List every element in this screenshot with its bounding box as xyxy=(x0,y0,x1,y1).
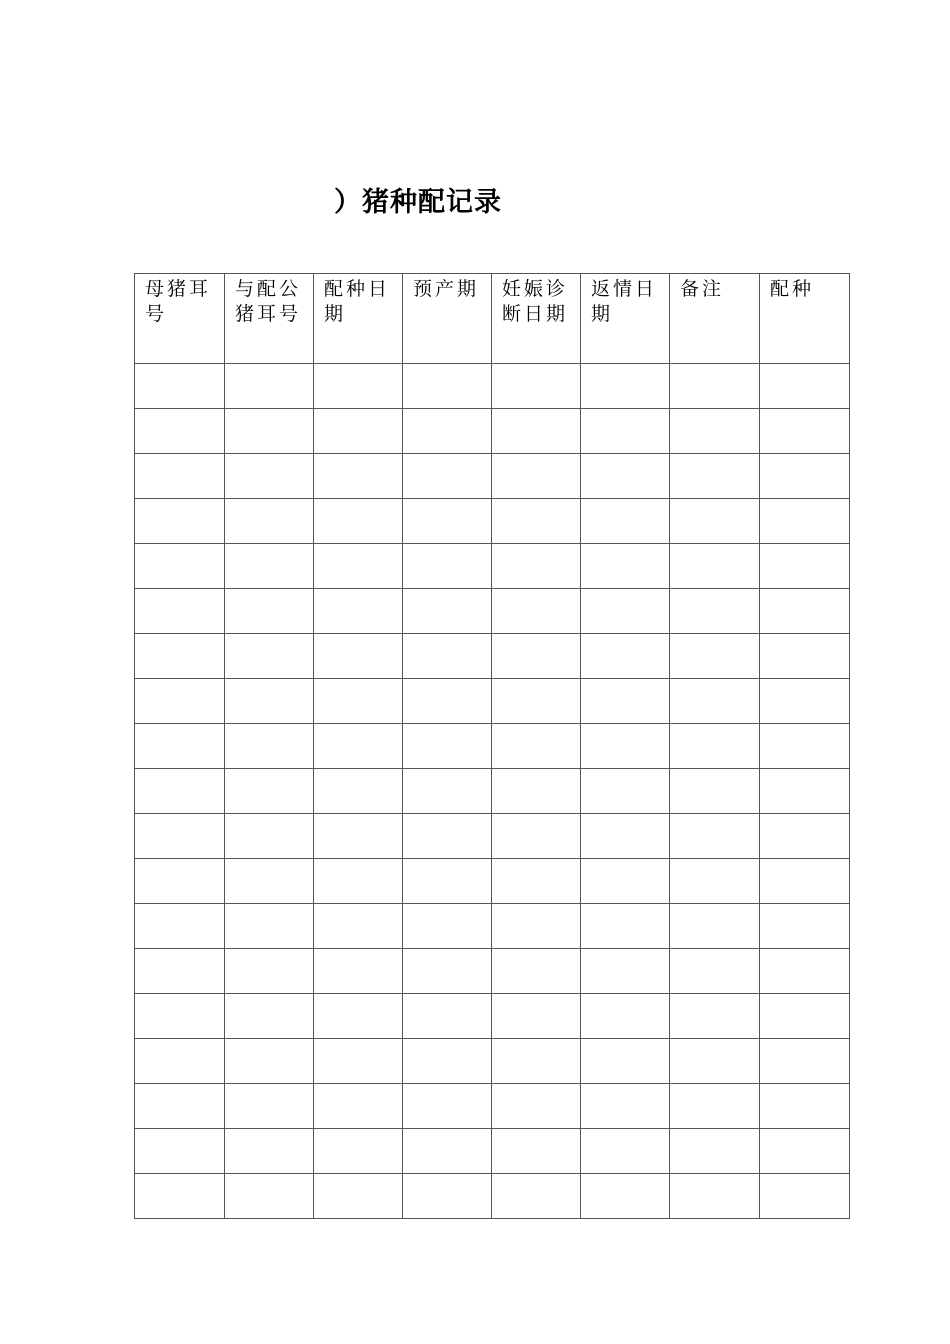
table-cell xyxy=(581,454,670,499)
table-cell xyxy=(581,499,670,544)
table-cell xyxy=(492,364,581,409)
table-cell xyxy=(135,949,225,994)
table-cell xyxy=(760,769,850,814)
table-cell xyxy=(135,1039,225,1084)
table-cell xyxy=(403,454,492,499)
header-mating-date: 配种日 期 xyxy=(314,274,403,364)
table-cell xyxy=(225,814,314,859)
table-cell xyxy=(403,1084,492,1129)
table-cell xyxy=(403,1039,492,1084)
table-row xyxy=(135,544,850,589)
table-row xyxy=(135,1084,850,1129)
table-cell xyxy=(403,1129,492,1174)
table-cell xyxy=(760,904,850,949)
breeding-record-table xyxy=(134,273,850,1219)
table-cell xyxy=(135,724,225,769)
table-cell xyxy=(314,949,403,994)
table-cell xyxy=(760,1084,850,1129)
table-cell xyxy=(670,454,760,499)
table-cell xyxy=(760,454,850,499)
table-cell xyxy=(314,1129,403,1174)
table-cell xyxy=(760,409,850,454)
table-cell xyxy=(670,589,760,634)
table-cell xyxy=(760,1174,850,1219)
table-cell xyxy=(225,1129,314,1174)
table-cell xyxy=(760,1039,850,1084)
table-cell xyxy=(670,904,760,949)
header-return-to-estrus-date: 返情日 期 xyxy=(581,274,670,364)
table-cell xyxy=(492,724,581,769)
table-cell xyxy=(225,499,314,544)
table-cell xyxy=(492,814,581,859)
header-breeding: 配种 xyxy=(760,274,850,364)
table-row xyxy=(135,1039,850,1084)
table-cell xyxy=(403,544,492,589)
table-cell xyxy=(760,589,850,634)
header-sow-ear-number: 母猪耳 号 xyxy=(135,274,225,364)
table-cell xyxy=(760,814,850,859)
table-row xyxy=(135,364,850,409)
table-cell xyxy=(135,904,225,949)
table-cell xyxy=(135,814,225,859)
table-cell xyxy=(492,1039,581,1084)
table-cell xyxy=(670,1129,760,1174)
table-cell xyxy=(403,904,492,949)
table-row xyxy=(135,454,850,499)
table-row xyxy=(135,499,850,544)
table-cell xyxy=(581,904,670,949)
table-cell xyxy=(492,904,581,949)
table-cell xyxy=(670,724,760,769)
table-cell xyxy=(760,1129,850,1174)
header-remarks: 备注 xyxy=(670,274,760,364)
header-boar-ear-number: 与配公 猪耳号 xyxy=(225,274,314,364)
table-cell xyxy=(314,1039,403,1084)
table-cell xyxy=(225,679,314,724)
table-cell xyxy=(581,409,670,454)
table-cell xyxy=(314,499,403,544)
table-cell xyxy=(403,814,492,859)
table-cell xyxy=(314,364,403,409)
table-cell xyxy=(225,1174,314,1219)
table-cell xyxy=(492,1084,581,1129)
table-cell xyxy=(581,1174,670,1219)
table-cell xyxy=(225,949,314,994)
table-cell xyxy=(225,544,314,589)
table-cell xyxy=(314,589,403,634)
table-cell xyxy=(403,859,492,904)
table-cell xyxy=(670,634,760,679)
table-cell xyxy=(135,409,225,454)
table-row xyxy=(135,949,850,994)
table-cell xyxy=(581,544,670,589)
table-cell xyxy=(403,679,492,724)
table-cell xyxy=(581,589,670,634)
table-cell xyxy=(403,409,492,454)
table-cell xyxy=(135,589,225,634)
table-row xyxy=(135,769,850,814)
table-cell xyxy=(581,769,670,814)
table-cell xyxy=(492,1174,581,1219)
table-cell xyxy=(403,364,492,409)
table-cell xyxy=(492,589,581,634)
table-cell xyxy=(760,499,850,544)
table-cell xyxy=(670,409,760,454)
table-cell xyxy=(314,1084,403,1129)
table-body xyxy=(135,364,850,1219)
table-cell xyxy=(135,499,225,544)
table-cell xyxy=(760,994,850,1039)
table-cell xyxy=(314,1174,403,1219)
table-row xyxy=(135,814,850,859)
table-cell xyxy=(135,364,225,409)
table-row xyxy=(135,634,850,679)
table-cell xyxy=(670,859,760,904)
table-cell xyxy=(225,1084,314,1129)
table-cell xyxy=(670,499,760,544)
table-cell xyxy=(225,904,314,949)
table-row xyxy=(135,724,850,769)
table-cell xyxy=(403,994,492,1039)
table-cell xyxy=(492,679,581,724)
table-cell xyxy=(670,1039,760,1084)
table-cell xyxy=(314,994,403,1039)
table-cell xyxy=(581,949,670,994)
table-cell xyxy=(760,679,850,724)
table-cell xyxy=(492,544,581,589)
table-cell xyxy=(581,814,670,859)
table-cell xyxy=(403,949,492,994)
table-cell xyxy=(403,499,492,544)
table-cell xyxy=(670,364,760,409)
table-cell xyxy=(314,859,403,904)
table-cell xyxy=(135,859,225,904)
table-cell xyxy=(225,454,314,499)
table-row xyxy=(135,679,850,724)
table-cell xyxy=(314,409,403,454)
table-cell xyxy=(135,994,225,1039)
table-cell xyxy=(670,544,760,589)
table-cell xyxy=(225,589,314,634)
table-header-row xyxy=(135,274,850,364)
table-row xyxy=(135,994,850,1039)
table-cell xyxy=(225,634,314,679)
table-cell xyxy=(314,814,403,859)
table-cell xyxy=(135,454,225,499)
table-cell xyxy=(314,544,403,589)
table-cell xyxy=(135,1084,225,1129)
table-cell xyxy=(760,634,850,679)
table-cell xyxy=(403,724,492,769)
table-cell xyxy=(581,634,670,679)
table-cell xyxy=(760,724,850,769)
table-cell xyxy=(314,904,403,949)
table-cell xyxy=(670,1084,760,1129)
table-cell xyxy=(314,634,403,679)
table-cell xyxy=(492,409,581,454)
table-cell xyxy=(314,679,403,724)
table-cell xyxy=(670,1174,760,1219)
table-cell xyxy=(670,994,760,1039)
table-cell xyxy=(492,769,581,814)
table-cell xyxy=(581,994,670,1039)
page-title: ）猪种配记录 xyxy=(334,187,502,218)
table-cell xyxy=(135,679,225,724)
table-cell xyxy=(135,544,225,589)
header-due-date: 预产期 xyxy=(403,274,492,364)
table-row xyxy=(135,859,850,904)
table-cell xyxy=(225,1039,314,1084)
table-cell xyxy=(225,724,314,769)
table-cell xyxy=(581,1129,670,1174)
table-cell xyxy=(492,1129,581,1174)
table-cell xyxy=(760,949,850,994)
table-cell xyxy=(225,409,314,454)
table-cell xyxy=(135,1129,225,1174)
table-cell xyxy=(492,949,581,994)
table-cell xyxy=(581,364,670,409)
table-row xyxy=(135,904,850,949)
table-cell xyxy=(403,1174,492,1219)
table-cell xyxy=(760,364,850,409)
table-cell xyxy=(135,1174,225,1219)
table-cell xyxy=(225,769,314,814)
table-row xyxy=(135,1129,850,1174)
table-cell xyxy=(403,634,492,679)
table-cell xyxy=(225,364,314,409)
table-cell xyxy=(760,544,850,589)
table-cell xyxy=(670,814,760,859)
table-cell xyxy=(403,589,492,634)
table-cell xyxy=(492,499,581,544)
table-cell xyxy=(225,859,314,904)
table-cell xyxy=(225,994,314,1039)
table-cell xyxy=(670,769,760,814)
table-cell xyxy=(670,679,760,724)
table-cell xyxy=(314,454,403,499)
table-cell xyxy=(314,724,403,769)
table-cell xyxy=(760,859,850,904)
table-cell xyxy=(314,769,403,814)
table-row xyxy=(135,589,850,634)
table-cell xyxy=(581,679,670,724)
table-cell xyxy=(581,724,670,769)
table-cell xyxy=(492,454,581,499)
table-cell xyxy=(492,859,581,904)
table-cell xyxy=(492,994,581,1039)
table-row xyxy=(135,409,850,454)
table-row xyxy=(135,1174,850,1219)
table-cell xyxy=(581,1084,670,1129)
table-cell xyxy=(492,634,581,679)
table-cell xyxy=(135,769,225,814)
header-pregnancy-check-date: 妊娠诊 断日期 xyxy=(492,274,581,364)
table-cell xyxy=(581,859,670,904)
table-cell xyxy=(670,949,760,994)
table-cell xyxy=(135,634,225,679)
table-cell xyxy=(581,1039,670,1084)
table-cell xyxy=(403,769,492,814)
